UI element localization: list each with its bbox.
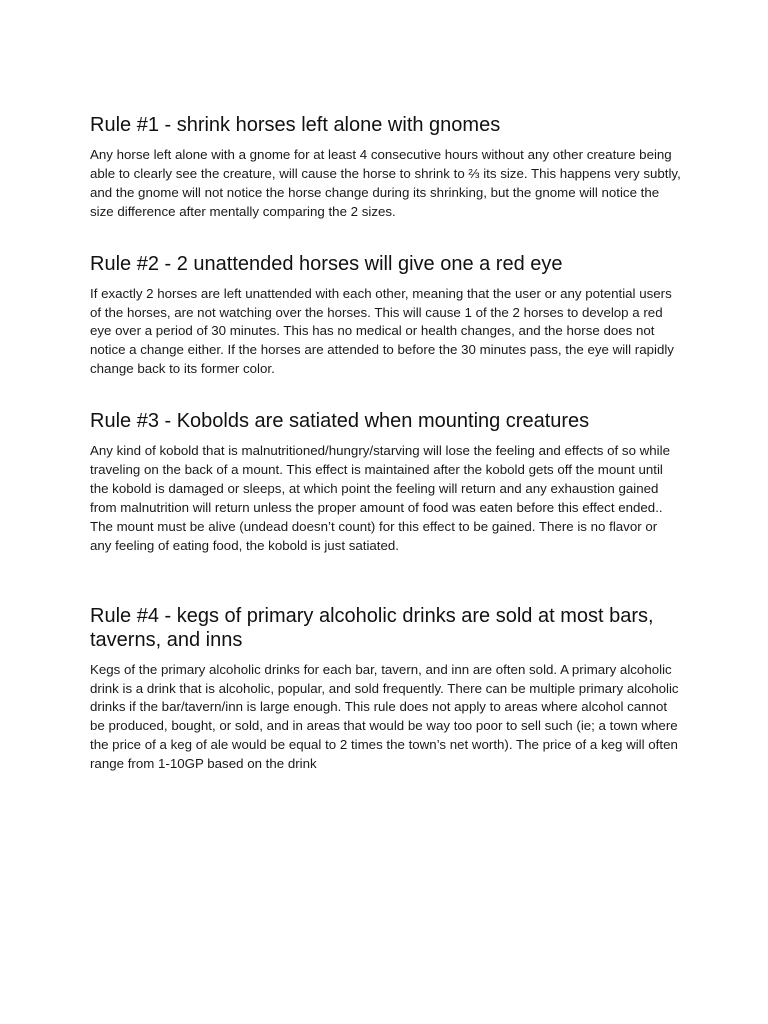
rule-body: Any horse left alone with a gnome for at least 4 consecutive hours without any other creature being able to clearly see the creature, will cause the horse to shrink to ⅔ its size. This happens very subtly, and the gnome will not notice the horse change during its shrinking, but the gnome will notice the size difference after mentally comparing the 2 sizes. [90, 147, 681, 219]
rule-heading: Rule #4 - kegs of primary alcoholic drinks are sold at most bars, taverns, and inns [90, 604, 654, 651]
rule-body: Kegs of the primary alcoholic drinks for each bar, tavern, and inn are often sold. A primary alcoholic drink is a drink that is alcoholic, popular, and sold frequently. There can be multiple primary alcoholic drinks if the bar/tavern/inn is large enough. This rule does not apply to areas where alcohol cannot be produced, bought, or sold, and in areas that would be way too poor to sell such (ie; a town where the price of a keg of ale would be equal to 2 times the town’s net worth). The price of a keg will often range from 1-10GP based on the drink [90, 661, 679, 772]
rule-section [90, 604, 682, 774]
document-page [90, 113, 682, 774]
rule-body: Any kind of kobold that is malnutritioned/hungry/starving will lose the feeling and effects of so while traveling on the back of a mount. This effect is maintained after the kobold gets off the mount until the kobold is damaged or sleeps, at which point the feeling will return and any exhaustion gained from malnutrition will return unless the proper amount of food was eaten before this effect ended.. The mount must be alive (undead doesn’t count) for this effect to be gained. There is no flavor or any feeling of eating food, the kobold is just satiated. [90, 443, 670, 553]
rule-section [90, 252, 682, 380]
rule-heading: Rule #1 - shrink horses left alone with gnomes [90, 114, 501, 136]
rule-body: If exactly 2 horses are left unattended with each other, meaning that the user or any potential users of the horses, are not watching over the horses. This will cause 1 of the 2 horses to develop a red eye over a period of 30 minutes. This has no medical or health changes, and the horse does not notice a change either. If the horses are attended to before the 30 minutes pass, the eye will rapidly change back to its former color. [90, 285, 674, 377]
rule-section [90, 113, 682, 222]
rule-heading: Rule #3 - Kobolds are satiated when mounting creatures [90, 410, 590, 433]
rule-section [90, 409, 682, 555]
rule-heading: Rule #2 - 2 unattended horses will give one a red eye [90, 252, 563, 275]
